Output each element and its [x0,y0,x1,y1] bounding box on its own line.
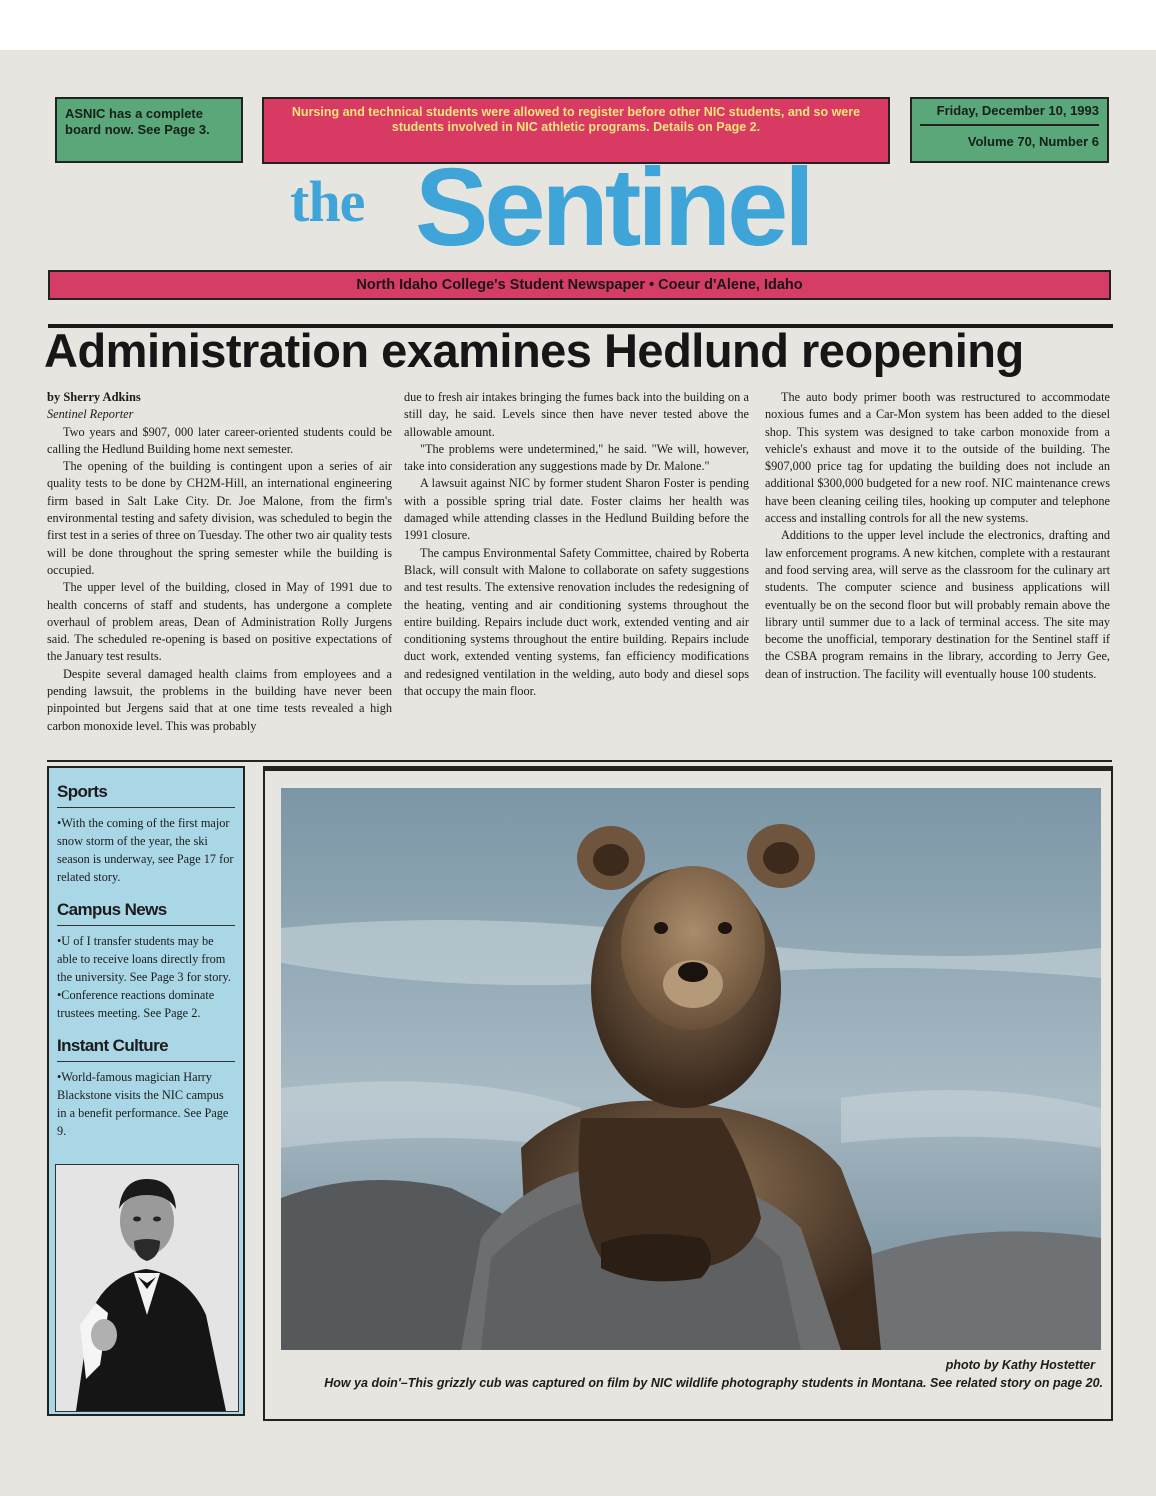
photo-credit: photo by Kathy Hostetter [945,1358,1095,1372]
article-paragraph: Despite several damaged health claims from employees and a pending lawsuit, the problems in the building have never been pinpointed but Jergens said that at one time tests revealed a high carbon monoxide level. This was probably [47,666,392,733]
sidebar-heading-campus-news: Campus News [57,900,235,926]
article-role: Sentinel Reporter [47,407,134,422]
article-paragraph: The upper level of the building, closed in May of 1991 due to health concerns of staff and students, has undergone a complete overhaul of problem areas, Dean of Administration Rolly Jurgens said. The scheduled re-opening is based on positive expectations of the January test results. [47,580,392,664]
masthead-logo [290,146,880,269]
page-headline: Administration examines Hedlund reopening [44,324,1024,377]
grizzly-cub-photo [281,788,1101,1350]
article-paragraph: The opening of the building is contingent upon a series of air quality tests to be done by CH2M-Hill, an international engineering firm based in Salt Lake City. Dr. Joe Malone, from the firm's environmental testing and safety division, was scheduled to begin the first test in a series of three on Tuesday. The other two air quality tests will be done throughout the spring semester while the building is occupied. [47,459,392,577]
article-paragraph: Two years and $907, 000 later career-oriented students could be calling the Hedlund Building home next semester. [47,424,392,456]
sidebar-heading-instant-culture: Instant Culture [57,1036,235,1062]
masthead-tagline: North Idaho College's Student Newspaper • Coeur d'Alene, Idaho [48,270,1111,300]
sidebar-text-culture: •World-famous magician Harry Blackstone visits the NIC campus in a benefit performance. See Page 9. [57,1070,229,1138]
sidebar-text-campus-2: •Conference reactions dominate trustees meeting. See Page 2. [57,988,215,1020]
article-paragraph: due to fresh air intakes bringing the fumes back into the building on a still day, he said. Levels since then have never tested above the allowable amount. [404,390,749,439]
teaser-asnic [55,97,243,163]
masthead-sentinel: Sentinel [415,146,811,269]
magician-photo [55,1164,239,1412]
article-byline: by Sherry Adkins [47,390,141,404]
page-top-edge [0,0,1156,50]
feature-photo-frame [263,766,1113,1421]
index-sidebar [47,766,245,1416]
grizzly-cub-illustration [281,788,1101,1350]
article-column-1 [47,389,392,735]
issue-date: Friday, December 10, 1993 [936,103,1099,118]
teaser-registration-text: Nursing and technical students were allowed to register before other NIC students, and so were students involved in NIC athletic programs. Details on Page 2. [291,105,861,134]
magician-illustration [56,1165,238,1411]
article-column-2 [404,389,749,700]
teaser-asnic-text: ASNIC has a complete board now. See Page 3. [65,106,210,137]
article-paragraph: A lawsuit against NIC by former student Sharon Foster is pending with a possible spring trial date. Foster claims her health was damaged while attending classes in the Hedlund Building before the 1991 closure. [404,476,749,543]
masthead-the: the [290,169,365,234]
sidebar-text-campus-1: •U of I transfer students may be able to receive loans directly from the university. See Page 3 for story. [57,934,231,984]
sidebar-text-sports: •With the coming of the first major snow storm of the year, the ski season is underway, see Page 17 for related story. [57,816,234,884]
article-paragraph: The auto body primer booth was restructured to accommodate noxious fumes and a Car-Mon system has been added to the diesel shop. This system was designed to take carbon monoxide from a vehicle's exhaust and move it to the outside of the building. The $907,000 price tag for updating the building does not include an additional $300,000 budgeted for a new roof. NIC maintenance crews have been cleaning ceiling tiles, hooking up computer and telephone access and installing controls for all the new systems. [765,390,1110,526]
issue-info-divider [920,124,1099,126]
section-divider [47,760,1112,762]
article-paragraph: The campus Environmental Safety Committee, chaired by Roberta Black, will consult with Malone to collaborate on safety suggestions and test results. The extensive renovation includes the redesigning of the heating, venting and air conditioning systems throughout the entire building. Repairs include duct work, extended venting and air conditioning systems throughout the entire building. Repairs include duct work, extended venting systems, fan efficiency modifications and redesigned ventilation in the welding, auto body and diesel sops that occupy the main floor. [404,545,749,699]
article-paragraph: Additions to the upper level include the electronics, drafting and law enforcement programs. A new kitchen, complete with a restaurant and food serving area, will serve as the classroom for the culinary art students. The computer science and business applications will eventually be on the second floor but will probably remain above the library until summer due to a lack of terminal access. The site may become the unofficial, temporary destination for the Sentinel staff if the CSBA program remains in the library, according to Jerry Gee, dean of instruction. The facility will eventually house 100 students. [765,528,1110,681]
photo-caption: How ya doin'–This grizzly cub was captured on film by NIC wildlife photography students in Montana. See related story on page 20. [324,1376,1103,1390]
photo-frame-top-rule [265,768,1111,771]
sidebar-heading-sports: Sports [57,782,235,808]
issue-volume: Volume 70, Number 6 [967,134,1099,149]
article-column-3 [765,389,1110,683]
issue-info [910,97,1109,163]
article-paragraph: "The problems were undetermined," he said. "We will, however, take into consideration any suggestions made by Dr. Malone." [404,441,749,474]
